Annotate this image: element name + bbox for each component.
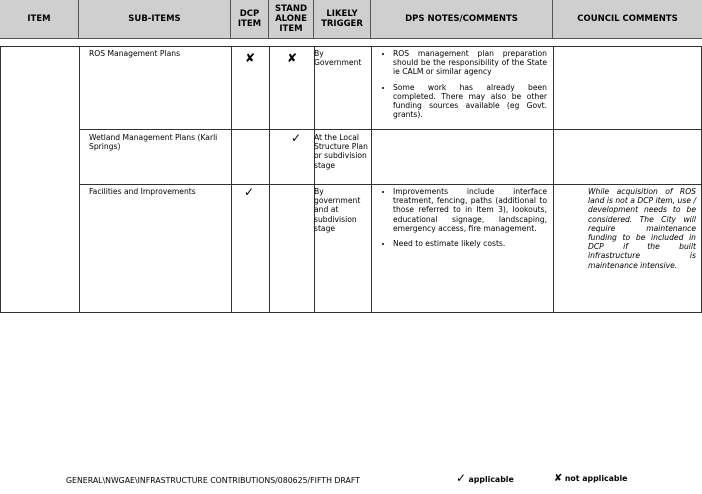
sub-item-cell: ROS Management Plans xyxy=(89,49,181,58)
trigger-cell: By Government xyxy=(314,49,362,68)
header-dcp-item: DCP ITEM xyxy=(231,0,269,38)
trigger-cell: By government and at subdivision stage xyxy=(314,187,361,233)
dcp-mark: ✓ xyxy=(244,185,255,199)
header-stand-alone-item: STAND ALONE ITEM xyxy=(269,0,314,38)
header-item: ITEM xyxy=(0,0,79,38)
note-item: • Some work has already been completed. There may also be other funding sources available (eg Govt. grants). xyxy=(393,83,547,120)
rule-row-1 xyxy=(79,129,702,130)
rule-bottom xyxy=(0,312,702,313)
header-dps-notes: DPS NOTES/COMMENTS xyxy=(371,0,553,38)
rule-row-2 xyxy=(79,184,702,185)
col-line xyxy=(314,46,315,313)
note-item: • Improvements include interface treatment, fencing, paths (additional to those referred to in Item 3), lookouts, educational signage, landscaping, emergency access, fire management. xyxy=(393,187,547,233)
notes-cell xyxy=(381,187,547,254)
check-icon: ✓ xyxy=(456,471,467,485)
trigger-cell: At the Local Structure Plan or subdivision stage xyxy=(314,133,368,170)
col-line xyxy=(231,46,232,313)
stand-alone-mark: ✘ xyxy=(287,51,298,65)
applicable-label: applicable xyxy=(468,475,514,484)
footer-not-applicable-legend xyxy=(554,474,627,484)
sub-item-cell: Facilities and Improvements xyxy=(89,187,196,196)
note-item: • ROS management plan preparation should be the responsibility of the State ie CALM or similar agency xyxy=(393,49,547,77)
col-line xyxy=(553,46,554,313)
dcp-mark: ✘ xyxy=(245,51,256,65)
header-sub-items: SUB-ITEMS xyxy=(79,0,231,38)
sub-item-cell: Wetland Management Plans (Karli Springs) xyxy=(89,133,218,152)
not-applicable-label: not applicable xyxy=(564,474,628,483)
table-header xyxy=(0,0,702,39)
header-likely-trigger: LIKELY TRIGGER xyxy=(314,0,371,38)
stand-alone-mark: ✓ xyxy=(291,131,302,145)
col-line xyxy=(269,46,270,313)
note-item: • Need to estimate likely costs. xyxy=(393,239,547,248)
col-line xyxy=(79,46,80,313)
footer-applicable-legend xyxy=(456,473,514,485)
header-council-comments: COUNCIL COMMENTS xyxy=(577,14,678,24)
footer-file-path: GENERAL\NWGAE\INFRASTRUCTURE CONTRIBUTIONS/080625/FIFTH DRAFT xyxy=(66,476,360,485)
cross-icon: ✘ xyxy=(554,473,563,484)
rule-top xyxy=(0,46,702,47)
council-cell: While acquisition of ROS land is not a DCP item, use / development needs to be considered. The City will require maintenance funding to be included in DCP if the built infrastructure is maintenance intensive. xyxy=(588,187,696,270)
col-line xyxy=(0,46,1,313)
notes-cell xyxy=(381,49,547,125)
col-line xyxy=(371,46,372,313)
